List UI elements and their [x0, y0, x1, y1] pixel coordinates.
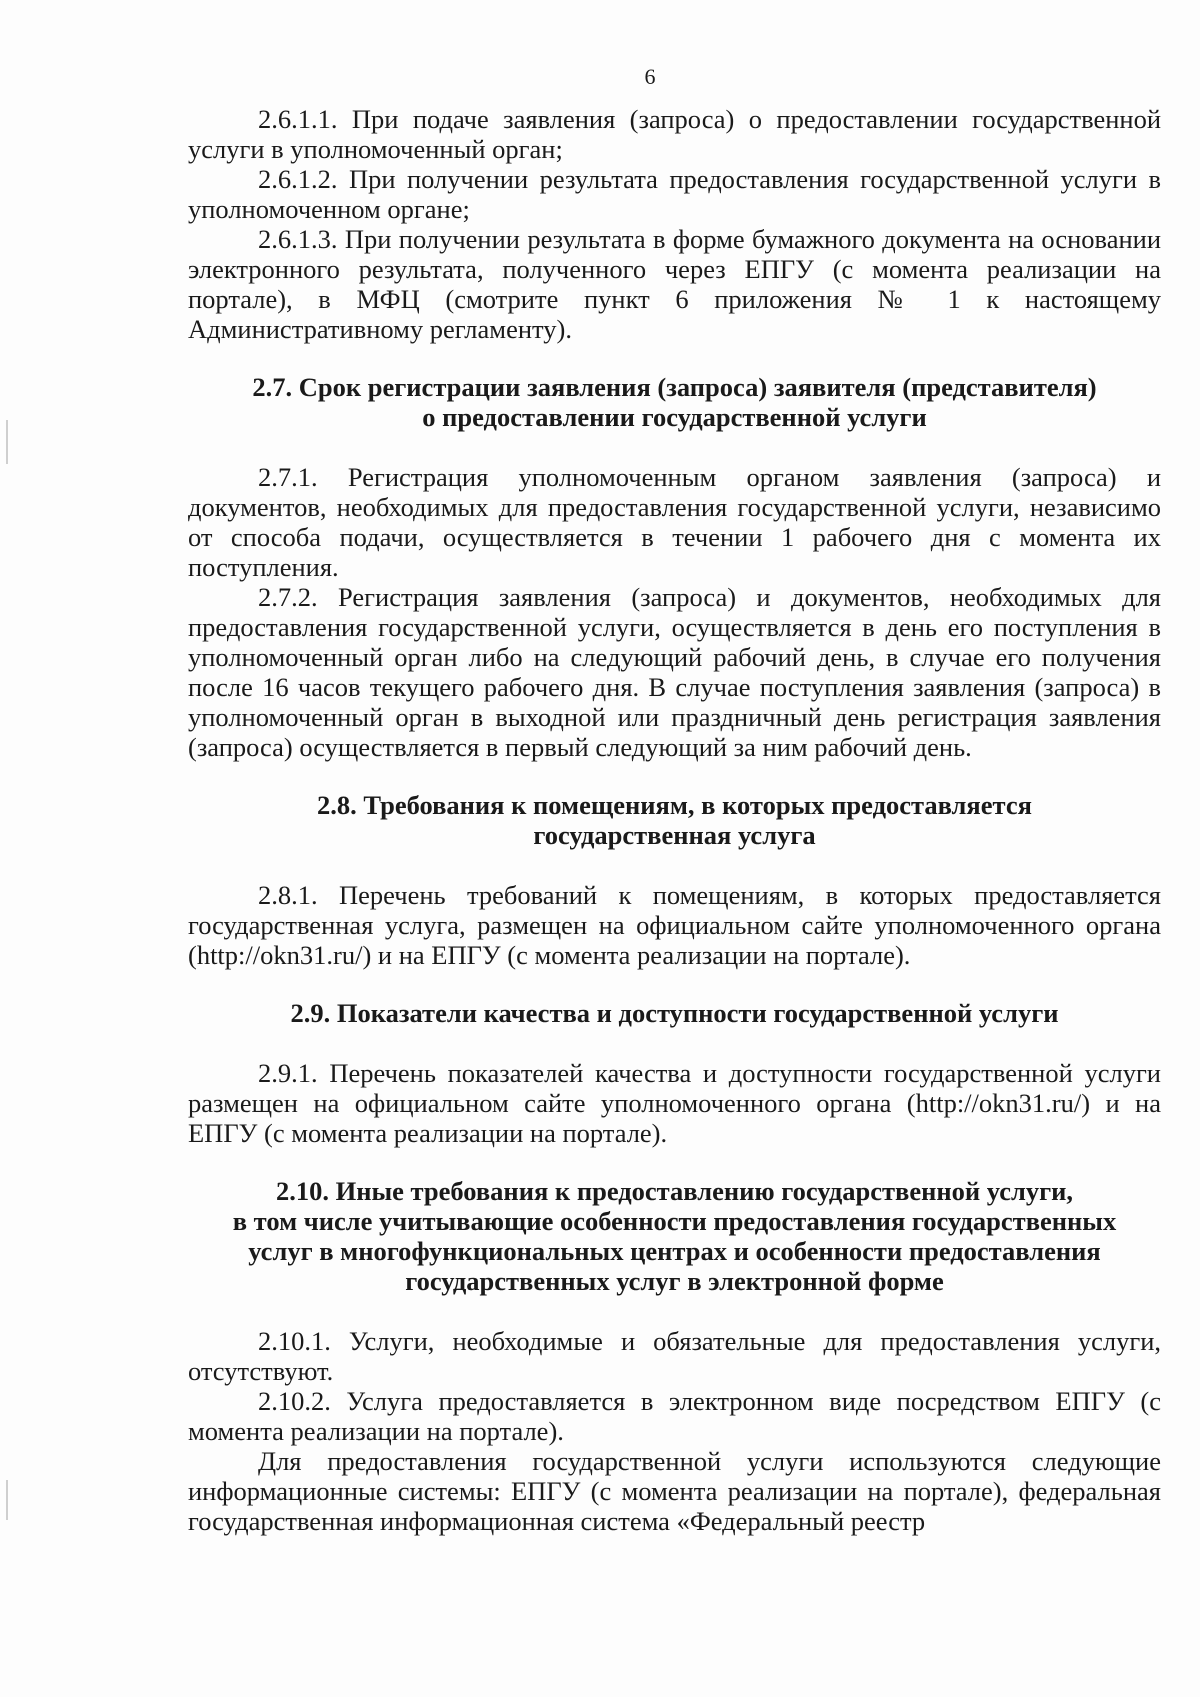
paragraph: 2.10.2. Услуга предоставляется в электронном виде посредством ЕПГУ (с момента реализации на портале).: [188, 1386, 1161, 1446]
section-heading: [188, 998, 1161, 1028]
section-heading: [188, 790, 1161, 850]
paragraph: 2.6.1.1. При подаче заявления (запроса) о предоставлении государственной услуги в уполномоченный орган;: [188, 104, 1161, 164]
paragraph: 2.7.1. Регистрация уполномоченным органом заявления (запроса) и документов, необходимых для предоставления государственной услуги, независимо от способа подачи, осуществляется в течении 1 рабочего дня с момента их поступления.: [188, 462, 1161, 582]
scan-artifact: [6, 420, 8, 464]
paragraph: 2.8.1. Перечень требований к помещениям, в которых предоставляется государственная услуга, размещен на официальном сайте уполномоченного органа (http://okn31.ru/) и на ЕПГУ (с момента реализации на портале).: [188, 880, 1161, 970]
heading-line: 2.9. Показатели качества и доступности государственной услуги: [290, 998, 1059, 1028]
section-heading: [188, 1176, 1161, 1296]
heading-line: в том числе учитывающие особенности предоставления государственных: [232, 1206, 1117, 1236]
document-body: [188, 104, 1161, 1536]
scan-artifact: [6, 1480, 8, 1520]
heading-line: государственных услуг в электронной форме: [405, 1266, 944, 1296]
paragraph: 2.6.1.2. При получении результата предоставления государственной услуги в уполномоченном органе;: [188, 164, 1161, 224]
heading-line: о предоставлении государственной услуги: [422, 402, 927, 432]
page-number: 6: [644, 64, 656, 89]
heading-line: 2.10. Иные требования к предоставлению государственной услуги,: [275, 1176, 1074, 1206]
section-heading: [188, 372, 1161, 432]
heading-line: 2.8. Требования к помещениям, в которых предоставляется: [317, 790, 1032, 820]
heading-line: 2.7. Срок регистрации заявления (запроса) заявителя (представителя): [252, 372, 1097, 402]
paragraph: Для предоставления государственной услуги используются следующие информационные системы: ЕПГУ (с момента реализации на портале), федеральная государственная информационная система «Федеральный реестр: [188, 1446, 1161, 1536]
paragraph: 2.7.2. Регистрация заявления (запроса) и документов, необходимых для предоставления государственной услуги, осуществляется в день его поступления в уполномоченный орган либо на следующий рабочий день, в случае его получения после 16 часов текущего рабочего дня. В случае поступления заявления (запроса) в уполномоченный орган в выходной или праздничный день регистрация заявления (запроса) осуществляется в первый следующий за ним рабочий день.: [188, 582, 1161, 762]
paragraph: 2.10.1. Услуги, необходимые и обязательные для предоставления услуги, отсутствуют.: [188, 1326, 1161, 1386]
heading-line: услуг в многофункциональных центрах и особенности предоставления: [248, 1236, 1101, 1266]
paragraph: 2.6.1.3. При получении результата в форме бумажного документа на основании электронного результата, полученного через ЕПГУ (с момента реализации на портале), в МФЦ (смотрите пункт 6 приложения № 1 к настоящему Административному регламенту).: [188, 224, 1161, 344]
paragraph: 2.9.1. Перечень показателей качества и доступности государственной услуги размещен на официальном сайте уполномоченного органа (http://okn31.ru/) и на ЕПГУ (с момента реализации на портале).: [188, 1058, 1161, 1148]
heading-line: государственная услуга: [533, 820, 816, 850]
